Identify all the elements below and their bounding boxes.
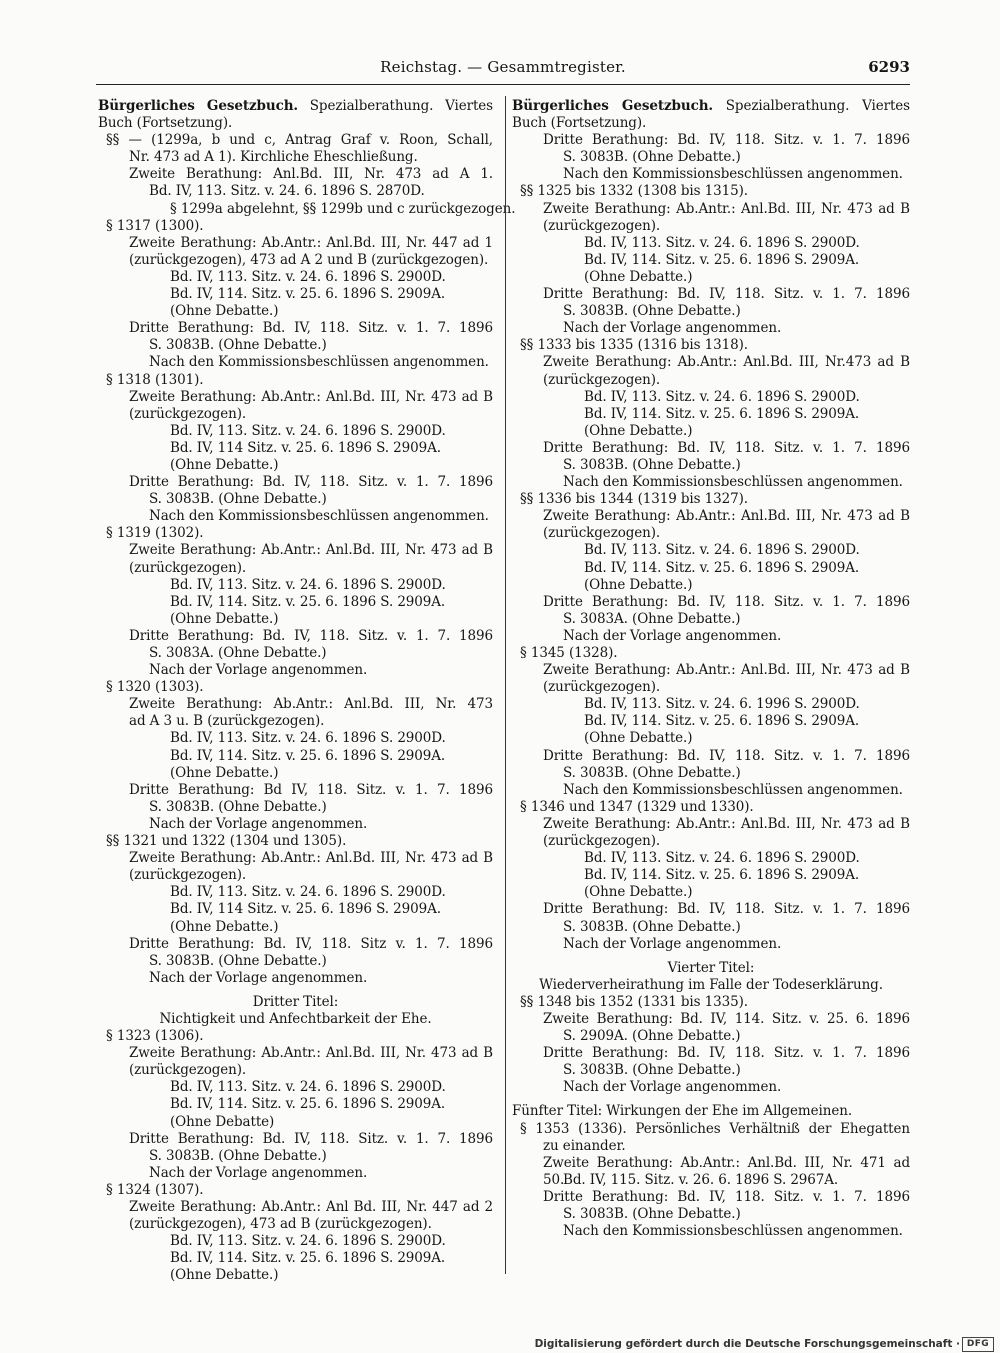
line-text: Bd. IV, 114. Sitz. v. 25. 6. 1896 S. 2909A. [584,251,860,268]
index-line [98,594,493,611]
index-line [98,748,493,765]
line-text: Dritter Titel: [252,993,339,1010]
index-line [98,1165,493,1182]
line-text: Dritte Berathung: Bd. IV, 118. Sitz. v. 1. 7. 1896 [543,1045,910,1062]
line-text: Bd. IV, 113. Sitz. v. 24. 6. 1896 S. 2900D. [170,576,446,593]
index-line [98,919,493,936]
index-line [512,645,910,662]
line-text: (zurückgezogen). [129,405,247,422]
line-text: Spezialberathung. Viertes [713,98,910,114]
line-text: Nach den Kommissionsbeschlüssen angenommen. [563,166,903,183]
index-line [98,901,493,918]
index-line [98,713,493,730]
line-text: S. 3083B. (Ohne Debatte.) [149,337,327,354]
index-line [512,782,910,799]
index-line [512,149,910,166]
line-text: Nach der Vorlage angenommen. [563,627,782,644]
index-line [512,994,910,1011]
line-text: § 1318 (1301). [106,371,204,388]
digitization-credit: Digitalisierung gefördert durch die Deutsche Forschungsgemeinschaft · [534,1338,960,1350]
index-line [98,166,493,183]
index-line [512,508,910,525]
line-text: S. 3083B. (Ohne Debatte.) [563,918,741,935]
line-text: Bd. IV, 115. Sitz. v. 26. 6. 1896 S. 2967A. [563,1171,839,1188]
index-line [512,1045,910,1062]
line-text: § 1317 (1300). [106,217,204,234]
line-text: (zurückgezogen), 473 ad B (zurückgezogen). [129,1216,432,1233]
left-column [98,98,516,1284]
index-line [512,679,910,696]
running-head-title: Reichstag. — Gesammtregister. [380,58,626,76]
index-line [512,389,910,406]
index-line [512,936,910,953]
footer [0,1336,1000,1353]
entry-heading-lead: Bürgerliches Gesetzbuch. [98,98,299,114]
index-line [512,491,910,508]
index-line [512,252,910,269]
line-text: § 1320 (1303). [106,679,204,696]
index-line [98,953,493,970]
index-line [512,286,910,303]
line-text: § 1324 (1307). [106,1181,204,1198]
line-text: Dritte Berathung: Bd. IV, 118. Sitz v. 1. 7. 1896 [129,935,493,952]
index-line [512,337,910,354]
index-line [512,867,910,884]
line-text: S. 3083B. (Ohne Debatte.) [149,952,327,969]
line-text: Bd. IV, 114. Sitz. v. 25. 6. 1896 S. 2909A. [170,593,446,610]
line-text: Bd. IV, 113. Sitz. v. 24. 6. 1896 S. 2900D. [170,1233,446,1250]
dfg-logo: DFG [962,1337,994,1352]
line-text: Zweite Berathung: Ab.Antr.: Anl.Bd. III, Nr.473 ad B [543,354,910,371]
line-text: (zurückgezogen). [129,559,247,576]
line-text: (Ohne Debatte.) [170,918,279,935]
line-text: § 1353 (1336). Persönliches Verhältniß der Ehegatten [520,1120,910,1137]
index-line [98,628,493,645]
line-text: Zweite Berathung: Ab.Antr.: Anl.Bd. III, Nr. 473 ad B [129,1045,493,1062]
line-text: Bd. IV, 114. Sitz. v. 25. 6. 1896 S. 2909A. [584,713,860,730]
line-text: ad A 3 u. B (zurückgezogen). [129,713,325,730]
index-line [98,1199,493,1216]
line-text: §§ — (1299a, b und c, Antrag Graf v. Roon, Schall, [106,132,493,149]
index-line [512,1138,910,1155]
index-line [512,303,910,320]
index-line [98,765,493,782]
line-text: Dritte Berathung: Bd. IV, 118. Sitz. v. 1. 7. 1896 [543,1188,910,1205]
index-line [98,850,493,867]
index-line [98,1233,493,1250]
index-line [98,1062,493,1079]
index-line [512,166,910,183]
line-text: Bd. IV, 113. Sitz. v. 24. 6. 1896 S. 2900D. [170,884,446,901]
line-text: S. 3083B. (Ohne Debatte.) [149,491,327,508]
line-text: Nach den Kommissionsbeschlüssen angenommen. [149,354,489,371]
index-line [512,1121,910,1138]
index-line [512,235,910,252]
line-text: Vierter Titel: [667,959,755,976]
index-line [98,1216,493,1233]
section-heading-line [512,960,910,977]
line-text: Zweite Berathung: Anl.Bd. III, Nr. 473 ad A 1. [129,166,493,183]
line-text: S. 3083B. (Ohne Debatte.) [563,456,741,473]
line-text: Bd. IV, 114. Sitz. v. 25. 6. 1896 S. 2909A. [584,405,860,422]
index-line [512,1011,910,1028]
line-text: S. 3083B. (Ohne Debatte.) [563,1062,741,1079]
index-line [98,269,493,286]
line-text: Nach den Kommissionsbeschlüssen angenommen. [563,1223,903,1240]
line-text: §§ 1333 bis 1335 (1316 bis 1318). [520,337,748,354]
index-line [98,1182,493,1199]
index-line [512,799,910,816]
line-text: §§ 1325 bis 1332 (1308 bis 1315). [520,183,748,200]
index-line [512,183,910,200]
line-text: Zweite Berathung: Ab.Antr.: Anl.Bd. III, Nr. 473 ad B [543,815,910,832]
line-text: §§ 1348 bis 1352 (1331 bis 1335). [520,993,748,1010]
line-text: Dritte Berathung: Bd. IV, 118. Sitz. v. 1. 7. 1896 [543,593,910,610]
line-text: (Ohne Debatte.) [584,268,693,285]
line-text: Dritte Berathung: Bd. IV, 118. Sitz. v. 1. 7. 1896 [543,132,910,149]
line-text: S. 3083B. (Ohne Debatte.) [563,149,741,166]
line-text: Nach den Kommissionsbeschlüssen angenommen. [149,508,489,525]
line-text: Nach der Vorlage angenommen. [149,969,368,986]
index-line [512,115,910,132]
line-text: Nichtigkeit und Anfechtbarkeit der Ehe. [159,1010,432,1027]
line-text: Bd. IV, 113. Sitz. v. 24. 6. 1896 S. 2900D. [584,542,860,559]
index-line [512,1189,910,1206]
line-text: (Ohne Debatte.) [584,884,693,901]
line-text: Nach den Kommissionsbeschlüssen angenommen. [563,474,903,491]
index-line [512,611,910,628]
line-text: § 1323 (1306). [106,1028,204,1045]
index-line [512,833,910,850]
index-line [98,423,493,440]
page-number: 6293 [868,58,910,76]
index-line [98,389,493,406]
line-text: Nach der Vorlage angenommen. [149,1164,368,1181]
index-line [98,730,493,747]
index-line [98,833,493,850]
line-text: Zweite Berathung: Ab.Antr.: Anl.Bd. III, Nr. 447 ad 1 [129,234,493,251]
line-text: Buch (Fortsetzung). [98,115,233,132]
index-line [512,1172,910,1189]
line-text: Bd. IV, 113. Sitz. v. 24. 6. 1896 S. 2900D. [170,268,446,285]
index-line [512,628,910,645]
line-text: Bd. IV, 114. Sitz. v. 25. 6. 1896 S. 2909A. [584,867,860,884]
line-text: Nach der Vorlage angenommen. [563,1079,782,1096]
index-line [98,560,493,577]
index-line [512,1079,910,1096]
line-text: Bd. IV, 114. Sitz. v. 25. 6. 1896 S. 2909A. [584,559,860,576]
line-text: § 1299a abgelehnt, §§ 1299b und c zurückgezogen. [170,200,516,217]
index-line [98,577,493,594]
index-line [512,1028,910,1045]
line-text: Dritte Berathung: Bd. IV, 118. Sitz. v. 1. 7. 1896 [543,286,910,303]
line-text: (zurückgezogen). [543,371,661,388]
line-text: (Ohne Debatte.) [170,303,279,320]
line-text: Bd. IV, 113. Sitz. v. 24. 6. 1896 S. 2900D. [170,422,446,439]
line-text: § 1345 (1328). [520,645,618,661]
index-line [512,1062,910,1079]
line-text: § 1346 und 1347 (1329 und 1330). [520,798,754,815]
line-text: Bd. IV, 114. Sitz. v. 25. 6. 1896 S. 2909A. [170,1096,446,1113]
line-text: Zweite Berathung: Ab.Antr.: Anl Bd. III, Nr. 447 ad 2 [129,1199,493,1215]
line-text: Zweite Berathung: Ab.Antr.: Anl.Bd. III, Nr. 473 ad B [129,388,493,405]
index-line [98,354,493,371]
line-text: Fünfter Titel: Wirkungen der Ehe im Allgemeinen. [512,1103,853,1120]
line-text: S. 3083B. (Ohne Debatte.) [563,764,741,781]
line-text: Bd. IV, 113. Sitz. v. 24. 6. 1896 S. 2870D. [149,183,425,200]
line-text: Bd. IV, 113. Sitz. v. 24. 6. 1896 S. 2900D. [170,1079,446,1096]
index-line [512,132,910,149]
line-text: Dritte Berathung: Bd. IV, 118. Sitz. v. 1. 7. 1896 [129,474,493,491]
index-line [98,183,493,200]
line-text: (Ohne Debatte.) [584,576,693,593]
index-line [512,542,910,559]
line-text: Zweite Berathung: Ab.Antr.: Anl.Bd. III, Nr. 471 ad 50. [543,1154,910,1188]
index-line [98,491,493,508]
line-text: Dritte Berathung: Bd. IV, 118. Sitz. v. 1. 7. 1896 [129,627,493,644]
index-line [98,782,493,799]
index-line [98,115,493,132]
index-line [512,919,910,936]
running-head [96,58,910,80]
line-text: Wiederverheirathung im Falle der Todeserklärung. [539,976,883,993]
line-text: (Ohne Debatte.) [170,610,279,627]
index-line [512,406,910,423]
index-line [98,799,493,816]
line-text: Spezialberathung. Viertes [298,98,493,114]
line-text: Nach der Vorlage angenommen. [563,935,782,952]
line-text: (zurückgezogen), 473 ad A 2 und B (zurückgezogen). [129,251,489,268]
line-text: § 1319 (1302). [106,525,204,542]
index-line [98,1148,493,1165]
line-text: Dritte Berathung: Bd. IV, 118. Sitz. v. 1. 7. 1896 [129,320,493,337]
index-line [98,1096,493,1113]
index-line [512,884,910,901]
index-line [512,748,910,765]
index-line [98,867,493,884]
index-line [512,1206,910,1223]
index-line [98,149,493,166]
line-text: Zweite Berathung: Bd. IV, 114. Sitz. v. 25. 6. 1896 [543,1010,910,1027]
index-line [512,730,910,747]
line-text: (zurückgezogen). [543,679,661,696]
index-line [98,1079,493,1096]
line-text: (zurückgezogen). [543,217,661,234]
line-text: (Ohne Debatte.) [170,456,279,473]
index-line [98,320,493,337]
line-text: S. 3083B. (Ohne Debatte.) [149,1147,327,1164]
line-text: (Ohne Debatte.) [170,1267,279,1284]
line-text: Dritte Berathung: Bd. IV, 118. Sitz. v. 1. 7. 1896 [543,747,910,764]
entry-heading-line [512,98,910,115]
index-line [512,696,910,713]
line-text: (zurückgezogen). [129,1062,247,1079]
line-text: S. 3083B. (Ohne Debatte.) [149,798,327,815]
index-line [512,850,910,867]
line-text: Zweite Berathung: Ab.Antr.: Anl.Bd. III, Nr. 473 ad B [129,850,493,867]
line-text: Dritte Berathung: Bd. IV, 118. Sitz. v. 1. 7. 1896 [543,901,910,918]
index-line [98,1250,493,1267]
right-column [512,98,910,1240]
index-line [98,884,493,901]
index-line [512,440,910,457]
index-line [512,765,910,782]
index-line [98,200,516,218]
line-text: S. 3083A. (Ohne Debatte.) [149,645,327,661]
line-text: (Ohne Debatte) [170,1113,275,1130]
index-line [98,1114,493,1131]
index-line [98,662,493,679]
line-text: Nach der Vorlage angenommen. [149,662,368,679]
line-text: §§ 1336 bis 1344 (1319 bis 1327). [520,491,748,508]
index-line [98,696,493,713]
index-line [98,457,493,474]
index-line [98,286,493,303]
index-line [512,474,910,491]
index-line [98,218,493,235]
index-line [98,611,493,628]
line-text: Bd. IV, 114 Sitz. v. 25. 6. 1896 S. 2909A. [170,901,441,918]
index-line [512,662,910,679]
line-text: (zurückgezogen). [129,867,247,884]
index-line [98,440,493,457]
index-line [98,1131,493,1148]
index-line [512,423,910,440]
index-line [98,1045,493,1062]
index-line [98,542,493,559]
section-heading-line [98,994,493,1011]
line-text: Zweite Berathung: Ab.Antr.: Anl.Bd. III, Nr. 473 ad B [543,200,910,217]
line-text: Bd. IV, 113. Sitz. v. 24. 6. 1896 S. 2900D. [584,850,860,867]
index-line [512,1223,910,1240]
line-text: Zweite Berathung: Ab.Antr.: Anl.Bd. III, Nr. 473 ad B [543,662,910,679]
line-text: Nach der Vorlage angenommen. [149,815,368,832]
line-text: Dritte Berathung: Bd. IV, 118. Sitz. v. 1. 7. 1896 [543,439,910,456]
line-text: (Ohne Debatte.) [584,422,693,439]
line-text: S. 3083A. (Ohne Debatte.) [563,610,741,627]
index-line [98,474,493,491]
index-line [98,303,493,320]
index-line [512,525,910,542]
line-text: (Ohne Debatte.) [584,730,693,747]
line-text: (zurückgezogen). [543,833,661,850]
index-line [98,816,493,833]
entry-heading-line [98,98,493,115]
line-text: Zweite Berathung: Ab.Antr.: Anl.Bd. III, Nr. 473 [129,696,493,713]
index-line [512,816,910,833]
index-line [512,269,910,286]
section-heading-line [512,977,910,994]
index-line [98,679,493,696]
line-text: Bd. IV, 114. Sitz. v. 25. 6. 1896 S. 2909A. [170,747,446,764]
index-line [98,1267,493,1284]
line-text: §§ 1321 und 1322 (1304 und 1305). [106,833,347,850]
line-text: Nr. 473 ad A 1). Kirchliche Eheschließung. [129,149,418,166]
section-heading-line [98,1011,493,1028]
index-line [98,372,493,389]
line-text: Bd. IV, 113. Sitz. v. 24. 6. 1896 S. 2900D. [584,388,860,405]
line-text: Bd. IV, 113. Sitz. v. 24. 6. 1996 S. 2900D. [584,696,860,713]
index-line [512,201,910,218]
index-line [512,218,910,235]
index-line [98,645,493,662]
index-line [98,252,493,269]
index-line [512,457,910,474]
line-text: S. 3083B. (Ohne Debatte.) [563,1206,741,1222]
index-line [98,235,493,252]
index-line [98,132,493,149]
index-line [512,713,910,730]
line-text: Bd. IV, 114. Sitz. v. 25. 6. 1896 S. 2909A. [170,286,446,303]
index-line [512,560,910,577]
entry-heading-lead: Bürgerliches Gesetzbuch. [512,98,714,114]
line-text: Bd. IV, 113. Sitz. v. 24. 6. 1896 S. 2900D. [170,730,446,747]
line-text: (Ohne Debatte.) [170,764,279,781]
index-line [512,354,910,371]
line-text: Nach den Kommissionsbeschlüssen angenommen. [563,781,903,798]
index-line [512,1103,910,1120]
line-text: Buch (Fortsetzung). [512,115,647,132]
index-line [512,577,910,594]
line-text: Dritte Berathung: Bd IV, 118. Sitz. v. 1. 7. 1896 [129,781,493,798]
index-line [98,337,493,354]
index-line [98,936,493,953]
line-text: S. 2909A. (Ohne Debatte.) [563,1028,741,1045]
index-line [512,372,910,389]
line-text: Zweite Berathung: Ab.Antr.: Anl.Bd. III, Nr. 473 ad B [129,542,493,559]
line-text: (zurückgezogen). [543,525,661,542]
line-text: zu einander. [543,1137,626,1154]
index-line [512,320,910,337]
index-line [98,970,493,987]
index-line [98,406,493,423]
line-text: Bd. IV, 114. Sitz. v. 25. 6. 1896 S. 2909A. [170,1250,446,1267]
line-text: Nach der Vorlage angenommen. [563,320,782,337]
line-text: Zweite Berathung: Ab.Antr.: Anl.Bd. III, Nr. 473 ad B [543,508,910,525]
index-line [98,508,493,525]
line-text: S. 3083B. (Ohne Debatte.) [563,303,741,320]
header-rule [96,84,910,85]
index-line [512,594,910,611]
column-divider [505,96,506,1274]
index-line [98,1028,493,1045]
line-text: Dritte Berathung: Bd. IV, 118. Sitz. v. 1. 7. 1896 [129,1130,493,1147]
index-line [512,901,910,918]
index-line [98,525,493,542]
line-text: Bd. IV, 113. Sitz. v. 24. 6. 1896 S. 2900D. [584,234,860,251]
line-text: Bd. IV, 114 Sitz. v. 25. 6. 1896 S. 2909A. [170,439,441,456]
